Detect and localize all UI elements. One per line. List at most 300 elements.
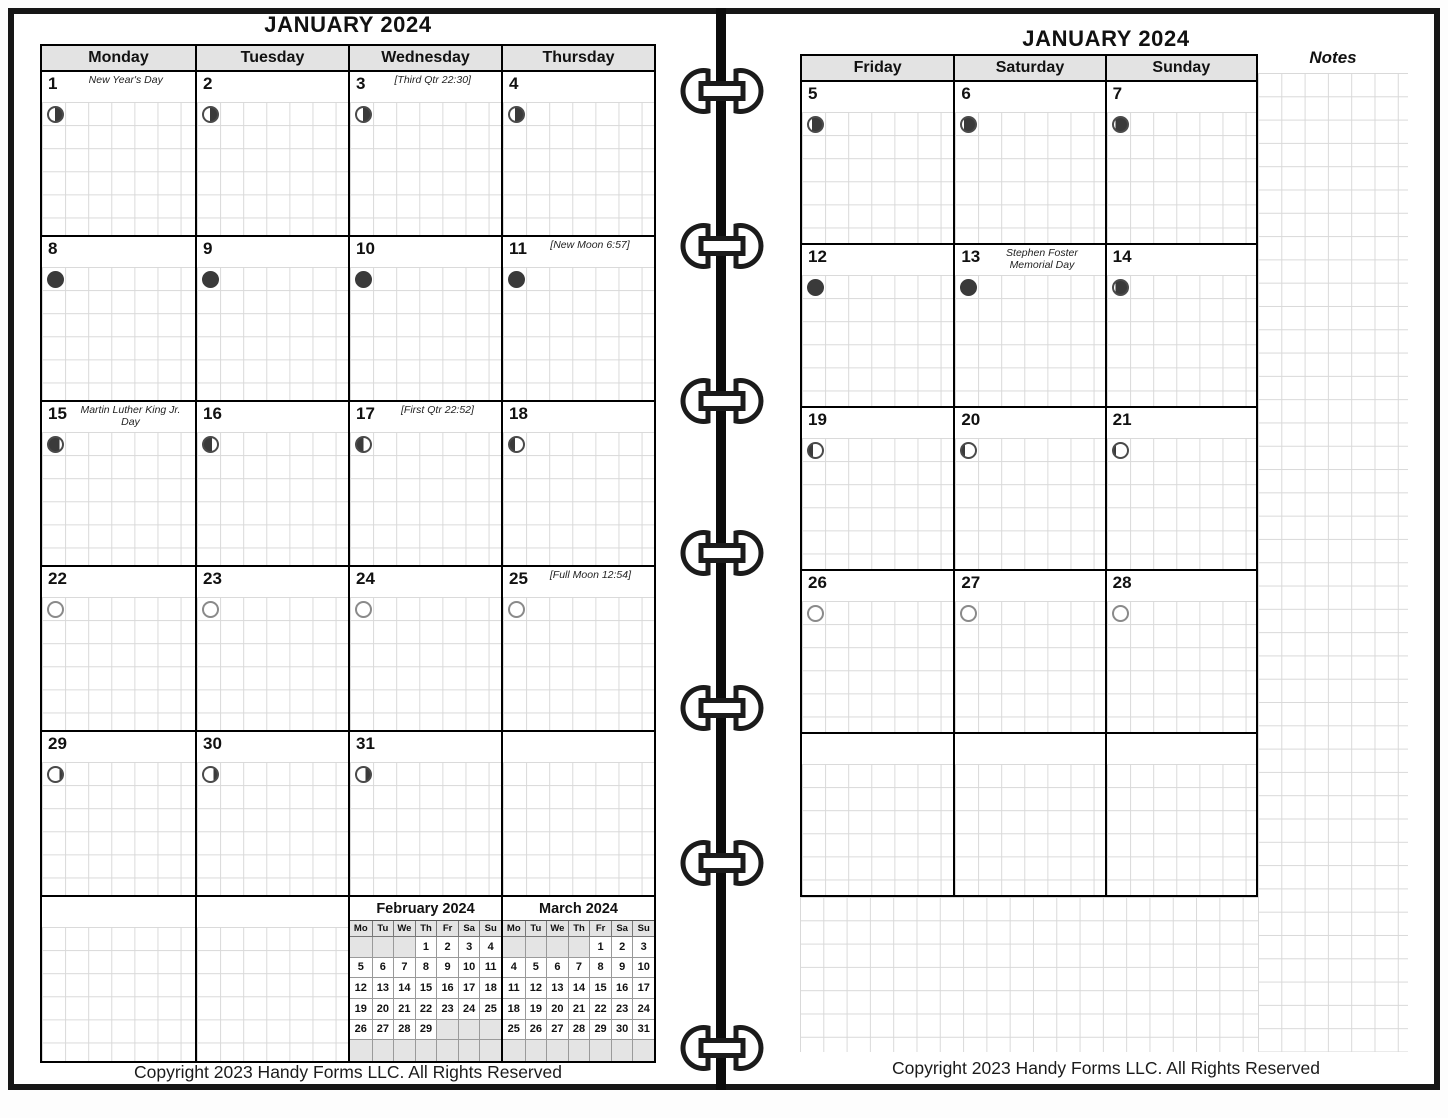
date-strip [802,408,953,438]
ruled-grid [802,601,953,732]
mini-day-12: 12 [350,978,372,999]
ruled-grid [42,267,195,400]
ruled-grid [197,762,348,895]
header-tuesday: Tuesday [195,46,348,70]
ruled-grid [42,102,195,235]
date-strip [1107,408,1256,438]
empty-day-cell [953,732,1104,895]
right-calendar-grid [800,54,1258,897]
moon-phase-icon-third-quarter [355,106,372,123]
mini-day-5: 5 [525,958,547,979]
day-cell-23 [195,565,348,730]
right-page-title: JANUARY 2024 [1022,26,1190,51]
date-number: 11 [509,239,527,258]
day-cell-19 [802,406,953,569]
day-cell-22 [42,565,195,730]
mini-day-24: 24 [458,999,480,1020]
day-cell-2 [195,70,348,235]
ruled-grid [503,102,654,235]
moon-phase-icon-full-moon-outline [202,601,219,618]
left-copyright: Copyright 2023 Handy Forms LLC. All Rights Reserved [134,1062,562,1082]
mini-blank-cell [632,1040,654,1061]
moon-phase-icon-full-moon-outline [47,601,64,618]
mini-blank-cell [568,937,590,958]
ruled-grid [955,112,1104,243]
mini-day-21: 21 [393,999,415,1020]
binding-ring [670,62,774,120]
mini-day-7: 7 [568,958,590,979]
date-number: 18 [509,404,528,423]
date-number: 17 [356,404,375,423]
mini-day-8: 8 [589,958,611,979]
day-cell-15 [42,400,195,565]
ruled-grid [1107,764,1256,895]
day-cell-18 [501,400,654,565]
mini-calendar-grid [350,921,501,1061]
day-cell-4 [501,70,654,235]
date-number: 2 [203,74,213,93]
binding-ring [670,1019,774,1077]
date-strip [955,82,1104,112]
mini-day-14: 14 [393,978,415,999]
date-number: 13 [961,247,981,266]
mini-blank-cell [393,937,415,958]
mini-blank-cell [415,1040,437,1061]
day-cell-28 [1105,569,1256,732]
mini-day-29: 29 [589,1020,611,1041]
mini-blank-cell [546,937,568,958]
date-strip [197,732,348,762]
mini-day-3: 3 [632,937,654,958]
mini-header-th: Th [568,921,590,937]
mini-blank-cell [436,1040,458,1061]
mini-header-we: We [546,921,568,937]
moon-phase-icon-waning-crescent [807,116,824,133]
moon-phase-icon-waxing-gibbous [1112,442,1129,459]
mini-header-fr: Fr [436,921,458,937]
mini-blank-cell [611,1040,633,1061]
moon-phase-icon-waxing-gibbous [508,436,525,453]
mini-day-16: 16 [611,978,633,999]
ruled-grid [197,102,348,235]
mini-day-8: 8 [415,958,437,979]
mini-day-2: 2 [436,937,458,958]
moon-phase-icon-third-quarter [202,106,219,123]
moon-phase-icon-full-moon-outline [508,601,525,618]
day-cell-5 [802,80,953,243]
holiday-label: Stephen Foster Memorial Day [1006,247,1078,271]
date-strip [197,72,348,102]
mini-blank-cell [479,1040,501,1061]
mini-day-11: 11 [503,978,525,999]
mini-blank-cell [372,1040,394,1061]
date-strip [503,732,654,762]
bottom-grid-area [800,897,1258,1052]
empty-day-cell [501,730,654,895]
left-page-title: JANUARY 2024 [264,12,432,37]
day-cell-25 [501,565,654,730]
ruled-grid [197,597,348,730]
moon-phase-icon-waning-crescent [1112,116,1129,133]
mini-blank-cell [436,1020,458,1041]
ruled-grid [42,762,195,895]
mini-blank-cell [458,1040,480,1061]
date-number: 15 [48,404,67,423]
ruled-grid [1107,112,1256,243]
day-cell-31 [348,730,501,895]
date-strip [350,402,501,432]
ruled-grid [42,927,195,1061]
mini-day-1: 1 [415,937,437,958]
header-thursday: Thursday [501,46,654,70]
date-number: 16 [203,404,222,423]
day-cell-16 [195,400,348,565]
header-sunday: Sunday [1105,56,1256,80]
mini-day-20: 20 [546,999,568,1020]
date-strip [1107,734,1256,764]
mini-header-mo: Mo [503,921,525,937]
date-number: 3 [356,74,366,93]
day-cell-30 [195,730,348,895]
ruled-grid [503,597,654,730]
day-cell-10 [348,235,501,400]
moon-phase-icon-new-moon-dark [202,271,219,288]
mini-day-25: 25 [479,999,501,1020]
mini-blank-cell [503,937,525,958]
mini-day-22: 22 [415,999,437,1020]
mini-day-27: 27 [372,1020,394,1041]
date-strip [197,897,348,927]
mini-header-su: Su [479,921,501,937]
binding-ring [670,524,774,582]
mini-day-23: 23 [436,999,458,1020]
mini-blank-cell [372,937,394,958]
date-strip [955,734,1104,764]
moon-phase-icon-new-moon-dark [47,271,64,288]
ruled-grid [350,267,501,400]
notes-grid-area [1258,73,1408,1052]
date-number: 7 [1112,84,1123,103]
header-monday: Monday [42,46,195,70]
date-strip [42,237,195,267]
date-number: 24 [356,569,375,588]
mini-day-28: 28 [568,1020,590,1041]
moon-phase-icon-new-moon-dark [807,279,824,296]
day-cell-13 [953,243,1104,406]
date-number: 10 [356,239,375,258]
date-strip [955,245,1104,275]
mini-day-14: 14 [568,978,590,999]
mini-day-26: 26 [350,1020,372,1041]
left-calendar-grid [40,44,656,1063]
mini-day-23: 23 [611,999,633,1020]
header-wednesday: Wednesday [348,46,501,70]
date-strip [350,72,501,102]
date-number: 8 [48,239,58,258]
date-strip [197,237,348,267]
date-number: 27 [961,573,981,592]
mini-day-24: 24 [632,999,654,1020]
holiday-label: New Year's Day [88,74,163,86]
mini-calendar-title: February 2024 [350,897,501,921]
ruled-grid [1107,438,1256,569]
date-strip [197,402,348,432]
mini-header-mo: Mo [350,921,372,937]
mini-day-22: 22 [589,999,611,1020]
mini-day-15: 15 [415,978,437,999]
binding-ring [670,217,774,275]
day-cell-20 [953,406,1104,569]
mini-blank-cell [479,1020,501,1041]
date-number: 25 [509,569,528,588]
day-cell-21 [1105,406,1256,569]
mini-day-11: 11 [479,958,501,979]
date-number: 4 [509,74,519,93]
moon-phase-icon-new-moon-dark [355,271,372,288]
mini-day-30: 30 [611,1020,633,1041]
ruled-grid [197,267,348,400]
mini-header-fr: Fr [589,921,611,937]
day-cell-14 [1105,243,1256,406]
ruled-grid [503,762,654,895]
mini-day-4: 4 [503,958,525,979]
mini-day-27: 27 [546,1020,568,1041]
date-number: 9 [203,239,213,258]
ruled-grid [802,112,953,243]
date-number: 14 [1112,247,1132,266]
mini-day-18: 18 [479,978,501,999]
ruled-grid [955,438,1104,569]
moon-phase-icon-full-moon-outline [1112,605,1129,622]
date-strip [42,732,195,762]
day-cell-17 [348,400,501,565]
date-strip [42,402,195,432]
mini-day-3: 3 [458,937,480,958]
mini-day-7: 7 [393,958,415,979]
ruled-grid [350,432,501,565]
date-number: 30 [203,734,222,753]
date-strip [802,571,953,601]
date-number: 1 [48,74,58,93]
moon-phase-icon-waning-gibbous [202,766,219,783]
day-cell-3 [348,70,501,235]
date-number: 26 [808,573,827,592]
binding-ring [670,679,774,737]
mini-day-19: 19 [525,999,547,1020]
ruled-grid [350,597,501,730]
ruled-grid [42,597,195,730]
mini-header-sa: Sa [611,921,633,937]
mini-day-16: 16 [436,978,458,999]
empty-day-cell [1105,732,1256,895]
date-strip [802,82,953,112]
moon-phase-icon-new-moon-dark [508,271,525,288]
date-strip [802,734,953,764]
date-number: 31 [356,734,375,753]
ruled-grid [955,275,1104,406]
mini-day-13: 13 [546,978,568,999]
date-strip [1107,571,1256,601]
mini-day-9: 9 [611,958,633,979]
mini-header-tu: Tu [372,921,394,937]
mini-day-20: 20 [372,999,394,1020]
mini-day-6: 6 [546,958,568,979]
mini-blank-cell [589,1040,611,1061]
date-strip [350,567,501,597]
binding-ring [670,372,774,430]
mini-day-31: 31 [632,1020,654,1041]
empty-day-cell [42,895,195,1061]
date-strip [955,571,1104,601]
date-strip [802,245,953,275]
moon-phase-icon-waning-gibbous [355,766,372,783]
date-strip [350,237,501,267]
empty-day-cell [802,732,953,895]
mini-day-4: 4 [479,937,501,958]
day-cell-1 [42,70,195,235]
mini-day-9: 9 [436,958,458,979]
day-cell-8 [42,235,195,400]
date-strip [503,237,654,267]
notes-heading: Notes [1309,48,1357,67]
moon-phase-icon-first-quarter [355,436,372,453]
mini-day-18: 18 [503,999,525,1020]
date-strip [42,897,195,927]
date-strip [42,72,195,102]
date-strip [955,408,1104,438]
date-strip [350,732,501,762]
ruled-grid [197,927,348,1061]
date-number: 12 [808,247,827,266]
date-number: 28 [1112,573,1132,592]
ruled-grid [350,102,501,235]
day-cell-9 [195,235,348,400]
ruled-grid [503,267,654,400]
ruled-grid [955,764,1104,895]
day-cell-27 [953,569,1104,732]
mini-header-su: Su [632,921,654,937]
ruled-grid [197,432,348,565]
mini-day-17: 17 [632,978,654,999]
date-number: 21 [1112,410,1132,429]
mini-day-19: 19 [350,999,372,1020]
date-strip [197,567,348,597]
mini-calendar-title: March 2024 [503,897,654,921]
mini-day-10: 10 [632,958,654,979]
mini-day-29: 29 [415,1020,437,1041]
mini-blank-cell [546,1040,568,1061]
date-strip [503,402,654,432]
moon-annotation: [First Qtr 22:52] [400,404,474,416]
date-strip [42,567,195,597]
mini-blank-cell [525,937,547,958]
holiday-label: Martin Luther King Jr. Day [80,404,181,428]
mini-day-26: 26 [525,1020,547,1041]
mini-calendar-grid [503,921,654,1061]
ruled-grid [1107,601,1256,732]
mini-day-13: 13 [372,978,394,999]
mini-blank-cell [458,1020,480,1041]
moon-phase-icon-third-quarter [47,106,64,123]
mini-header-sa: Sa [458,921,480,937]
header-friday: Friday [802,56,953,80]
ruled-grid [350,762,501,895]
mini-day-28: 28 [393,1020,415,1041]
mini-calendar-host [348,895,501,1061]
date-number: 23 [203,569,222,588]
date-number: 29 [48,734,67,753]
ruled-grid [802,764,953,895]
ruled-grid [802,438,953,569]
mini-header-tu: Tu [525,921,547,937]
moon-phase-icon-waning-half [508,106,525,123]
day-cell-12 [802,243,953,406]
day-cell-26 [802,569,953,732]
moon-phase-icon-full-moon-outline [807,605,824,622]
date-strip [1107,82,1256,112]
mini-blank-cell [393,1040,415,1061]
ruled-grid [503,432,654,565]
day-cell-7 [1105,80,1256,243]
mini-day-5: 5 [350,958,372,979]
ruled-grid [802,275,953,406]
mini-blank-cell [525,1040,547,1061]
mini-blank-cell [568,1040,590,1061]
mini-header-we: We [393,921,415,937]
mini-blank-cell [503,1040,525,1061]
right-copyright: Copyright 2023 Handy Forms LLC. All Rights Reserved [892,1058,1320,1078]
mini-day-1: 1 [589,937,611,958]
mini-calendar-february [350,897,501,1061]
moon-phase-icon-waxing-crescent [47,436,64,453]
moon-phase-icon-waxing-gibbous [807,442,824,459]
mini-day-15: 15 [589,978,611,999]
date-strip [1107,245,1256,275]
moon-phase-icon-waxing-crescent [202,436,219,453]
date-number: 22 [48,569,67,588]
mini-day-21: 21 [568,999,590,1020]
day-cell-11 [501,235,654,400]
date-strip [503,72,654,102]
mini-day-2: 2 [611,937,633,958]
date-strip [503,567,654,597]
empty-day-cell [195,895,348,1061]
date-number: 5 [808,84,818,103]
date-number: 20 [961,410,981,429]
moon-phase-icon-full-moon-outline [355,601,372,618]
day-cell-29 [42,730,195,895]
ruled-grid [42,432,195,565]
mini-header-th: Th [415,921,437,937]
mini-blank-cell [350,937,372,958]
mini-day-12: 12 [525,978,547,999]
mini-calendar-host [501,895,654,1061]
day-cell-6 [953,80,1104,243]
mini-calendar-march [503,897,654,1061]
mini-day-25: 25 [503,1020,525,1041]
header-saturday: Saturday [953,56,1104,80]
ruled-grid [1107,275,1256,406]
mini-day-6: 6 [372,958,394,979]
ruled-grid [955,601,1104,732]
moon-annotation: [Full Moon 12:54] [549,569,632,581]
mini-blank-cell [350,1040,372,1061]
date-number: 6 [961,84,971,103]
moon-annotation: [Third Qtr 22:30] [394,74,471,86]
date-number: 19 [808,410,827,429]
day-cell-24 [348,565,501,730]
moon-phase-icon-waning-gibbous [47,766,64,783]
